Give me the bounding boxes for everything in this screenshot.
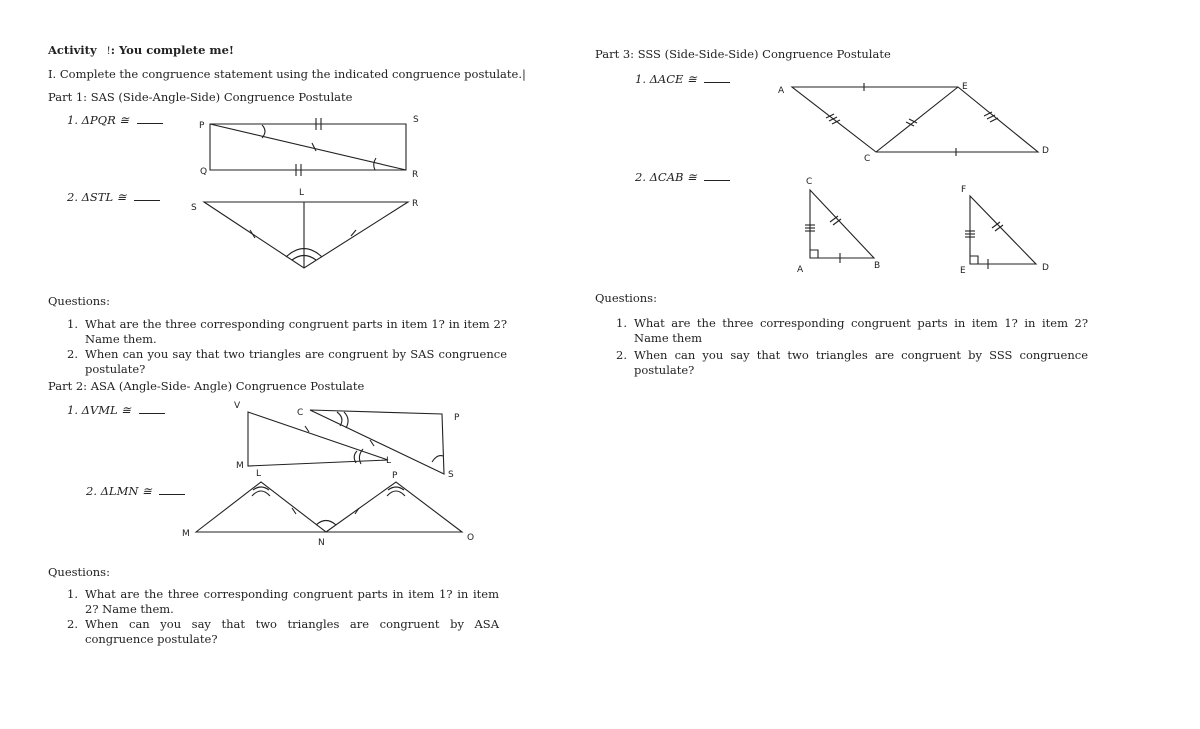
- vertex-label: R: [412, 170, 419, 180]
- answer-blank: [704, 180, 730, 181]
- vertex-label: O: [467, 533, 475, 543]
- angle-arc: [316, 521, 336, 526]
- triangle-fed: [970, 196, 1036, 264]
- vertex-label: E: [962, 82, 968, 92]
- figure-cab: [797, 177, 880, 275]
- angle-arc: [374, 158, 376, 170]
- vertex-label: F: [961, 185, 967, 195]
- vertex-label: L: [299, 188, 305, 198]
- vertex-label: A: [797, 265, 804, 275]
- part3-question-2: 2. When can you say that two triangles are congruent by SSS congruence postulate?: [616, 348, 1088, 377]
- vertex-label: S: [413, 115, 419, 125]
- vertex-label: D: [1042, 146, 1049, 156]
- triangle-cps: [310, 410, 444, 474]
- answer-blank: [159, 494, 185, 495]
- part2-question-2: 2. When can you say that two triangles are congruent by ASA congruence postulate?: [67, 617, 499, 646]
- vertex-label: L: [256, 469, 262, 479]
- part2-item-2: 2. ΔLMN ≅: [86, 484, 185, 498]
- angle-arc: [388, 487, 404, 490]
- answer-blank: [704, 82, 730, 83]
- right-angle-mark: [970, 256, 978, 264]
- part3-item-1: 1. ΔACE ≅: [635, 72, 730, 86]
- vertex-label: D: [1042, 263, 1049, 273]
- angle-arc: [387, 491, 405, 496]
- vertex-label: C: [806, 177, 813, 187]
- vertex-label: R: [412, 199, 419, 209]
- tick-mark: [312, 143, 316, 151]
- triangle-lmn: [196, 482, 326, 532]
- part2-question-1: 1. What are the three corresponding congruent parts in item 1? in item 2? Name them.: [67, 587, 499, 616]
- vertex-label: C: [297, 408, 304, 418]
- part1-question-1: 1. What are the three corresponding congruent parts in item 1? in item 2? Name them.: [67, 317, 507, 346]
- diagonal-pr: [210, 124, 406, 170]
- vertex-label: M: [182, 529, 190, 539]
- angle-arc: [432, 456, 443, 462]
- part3-heading: Part 3: SSS (Side-Side-Side) Congruence Postulate: [595, 47, 891, 61]
- part1-item-2: 2. ΔSTL ≅: [67, 190, 160, 204]
- segment-ce: [876, 87, 958, 152]
- figure-acde: [778, 82, 1049, 164]
- right-angle-mark: [810, 250, 818, 258]
- part3-questions-heading: Questions:: [595, 291, 657, 305]
- triangle-outline: [204, 202, 408, 268]
- part2-heading: Part 2: ASA (Angle-Side- Angle) Congruence Postulate: [48, 379, 365, 393]
- part3-question-1: 1. What are the three corresponding congruent parts in item 1? in item 2? Name them: [616, 316, 1088, 345]
- angle-arc: [344, 412, 348, 428]
- part1-item-1: 1. ΔPQR ≅: [67, 113, 163, 127]
- vertex-label: P: [454, 413, 460, 423]
- vertex-label: N: [318, 538, 325, 548]
- vertex-label: A: [778, 86, 785, 96]
- vertex-label: M: [236, 461, 244, 471]
- tick-mark: [305, 426, 309, 432]
- angle-arc: [253, 487, 269, 490]
- instruction: I. Complete the congruence statement using the indicated congruence postulate.|: [48, 67, 526, 81]
- vertex-label: S: [448, 470, 454, 480]
- quad-outline: [792, 87, 1038, 152]
- vertex-label: V: [234, 401, 241, 411]
- vertex-label: L: [386, 456, 392, 466]
- activity-title: Activity !: You complete me!: [48, 43, 234, 57]
- figure-vml-cps: [234, 401, 460, 480]
- vertex-label: B: [874, 261, 881, 271]
- vertex-label: P: [392, 471, 398, 481]
- tick-mark: [250, 230, 255, 238]
- vertex-label: P: [199, 121, 205, 131]
- part1-question-2: 2. When can you say that two triangles are congruent by SAS congruence postulate?: [67, 347, 507, 376]
- vertex-label: C: [864, 154, 871, 164]
- vertex-label: Q: [200, 167, 208, 177]
- angle-arc: [252, 491, 270, 496]
- part2-item-1: 1. ΔVML ≅: [67, 403, 165, 417]
- tick-mark: [990, 118, 998, 122]
- answer-blank: [139, 413, 165, 414]
- figure-pqrs-rectangle: [199, 115, 419, 180]
- vertex-label: S: [191, 203, 197, 213]
- figure-fed: [960, 185, 1049, 276]
- part1-heading: Part 1: SAS (Side-Angle-Side) Congruence Postulate: [48, 90, 353, 104]
- part3-item-2: 2. ΔCAB ≅: [635, 170, 730, 184]
- tick-mark: [987, 115, 995, 119]
- vertex-label: E: [960, 266, 966, 276]
- triangle-pno: [326, 482, 462, 532]
- figure-stl-triangle: [191, 188, 418, 268]
- figure-lmn-pno: [182, 471, 474, 548]
- part2-questions-heading: Questions:: [48, 565, 110, 579]
- triangle-vml: [248, 412, 388, 466]
- triangle-cab: [810, 190, 874, 258]
- part1-questions-heading: Questions:: [48, 294, 110, 308]
- tick-mark: [370, 440, 374, 446]
